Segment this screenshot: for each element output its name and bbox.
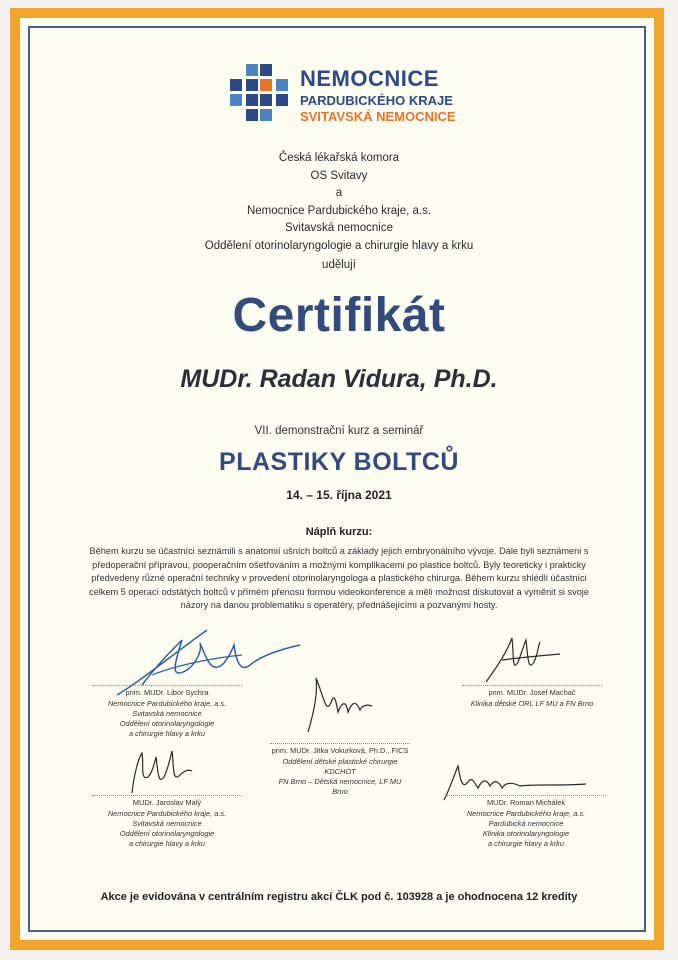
signatory-name: prim. MUDr. Jitka Vokurková, Ph.D., FICS bbox=[270, 743, 410, 755]
signatory-name: MUDr. Roman Michálek bbox=[446, 795, 606, 807]
issuer-line: Nemocnice Pardubického kraje, a.s. bbox=[246, 204, 432, 217]
signature-machac-icon bbox=[482, 632, 562, 687]
signatory-affiliation-line: Pardubická nemocnice bbox=[488, 819, 564, 828]
recipient-name: MUDr. Radan Vidura, Ph.D. bbox=[180, 365, 498, 393]
issuer-line: Svitavská nemocnice bbox=[284, 222, 394, 234]
hospital-logo bbox=[228, 62, 468, 130]
signature-vokurkova-icon bbox=[296, 672, 376, 737]
signatory-name: MUDr. Jaroslav Malý bbox=[92, 795, 242, 807]
signatory-affiliation-line: Oddělení dětské plastické chirurgie KDCHOT bbox=[282, 757, 398, 776]
signatory-vokurkova bbox=[270, 743, 410, 797]
signatory-machac bbox=[462, 685, 602, 709]
signatory-affiliation-line: a chirurgie hlavy a krku bbox=[129, 729, 205, 738]
issuers-block bbox=[0, 150, 678, 255]
content-paragraph: Během kurzu se účastníci seznámili s anatomií ušních boltců a základy jejich embryonálního vývoje. Dále byli seznámeni s předoperační přípravou, pooperačním ošetřováním a možnými komplikacemi po plastice boltců. Byly teoreticky i prakticky předvedeny různé operační techniky v provedení otorinolaryngologa a plastického chirurga. Během kurzu shlédli účastníci celkem 5 operací odstátých boltců v přímém přenosu formou videokonference a měli možnost diskutovat a vyměnit si svoje názory na danou problematiku s operatéry, přednášejícími a pozvanými hosty. bbox=[89, 546, 589, 610]
signatory-michalek bbox=[446, 795, 606, 849]
signatory-maly bbox=[92, 795, 242, 849]
awarding-verb: udělují bbox=[322, 259, 356, 271]
course-subtitle: VII. demonstrační kurz a seminář bbox=[254, 425, 424, 437]
signatory-affiliation-line: Svitavská nemocnice bbox=[132, 709, 202, 718]
issuer-line: OS Svitavy bbox=[310, 169, 368, 182]
signatory-affiliation-line: a chirurgie hlavy a krku bbox=[488, 839, 564, 848]
logo-line-2: PARDUBICKÉHO KRAJE bbox=[300, 93, 453, 108]
content-heading: Náplň kurzu: bbox=[305, 526, 373, 538]
signatory-affiliation-line: Nemocnice Pardubického kraje, a.s. bbox=[107, 809, 227, 818]
signatory-affiliation-line: Nemocnice Pardubického kraje, a.s. bbox=[107, 699, 227, 708]
signatory-affiliation-line: Oddělení otorinolaryngologie bbox=[119, 719, 215, 728]
logo-line-1: NEMOCNICE bbox=[300, 66, 439, 91]
registry-footer: Akce je evidována v centrálním registru akcí ČLK pod č. 103928 a je ohodnocena 12 kredity bbox=[100, 891, 578, 903]
signatory-affiliation-line: Oddělení otorinolaryngologie bbox=[119, 829, 215, 838]
issuer-line: Oddělení otorinolaryngologie a chirurgie hlavy a krku bbox=[204, 239, 474, 252]
logo-line-3: SVITAVSKÁ NEMOCNICE bbox=[300, 109, 456, 124]
signature-maly-icon bbox=[124, 745, 194, 800]
signatory-affiliation-line: Svitavská nemocnice bbox=[132, 819, 202, 828]
course-name: PLASTIKY BOLTCŮ bbox=[219, 448, 459, 476]
hospital-cross-logo-icon bbox=[228, 62, 292, 126]
issuer-line: a bbox=[335, 187, 343, 199]
signatory-affiliation-line: a chirurgie hlavy a krku bbox=[129, 839, 205, 848]
signatory-name: prim. MUDr. Libor Sychra bbox=[92, 685, 242, 697]
signatory-affiliation-line: FN Brno – Dětská nemocnice, LF MU Brno bbox=[278, 777, 402, 796]
course-dates: 14. – 15. října 2021 bbox=[286, 488, 392, 502]
issuer-line: Česká lékařská komora bbox=[278, 152, 400, 164]
signatory-affiliation-line: Klinika otorinolaryngologie bbox=[482, 829, 570, 838]
signatory-affiliation-line: Klinika dětské ORL LF MU a FN Brno bbox=[470, 699, 594, 708]
signatory-name: prim. MUDr. Josef Machač bbox=[462, 685, 602, 697]
certificate-title: Certifikát bbox=[232, 289, 446, 342]
signatory-affiliation-line: Nemocnice Pardubického kraje, a.s. bbox=[466, 809, 586, 818]
signatory-sychra bbox=[92, 685, 242, 739]
